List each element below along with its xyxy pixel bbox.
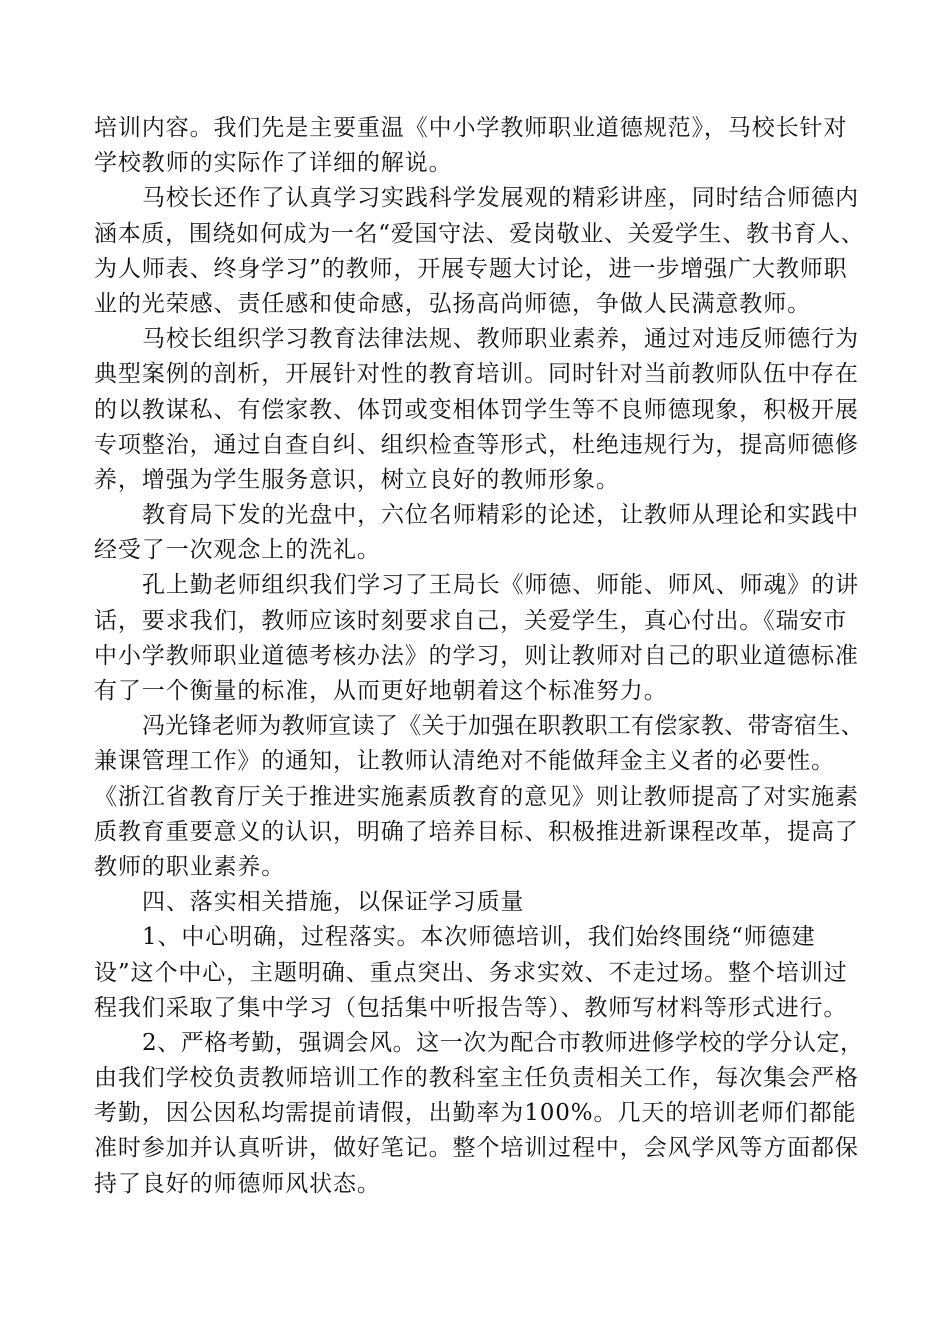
text-line: 质教育重要意义的认识，明确了培养目标、积极推进新课程改革，提高了	[94, 818, 859, 845]
text-line: 准时参加并认真听讲，做好笔记。整个培训过程中，会风学风等方面都保	[94, 1135, 859, 1162]
text-line: 业的光荣感、责任感和使命感，弘扬高尚师德，争做人民满意教师。	[94, 290, 811, 317]
text-line: 马校长组织学习教育法律法规、教师职业素养，通过对违反师德行为	[142, 326, 859, 353]
document-body	[94, 111, 864, 1202]
text-line: 中小学教师职业道德考核办法》的学习，则让教师对自己的职业道德标准	[94, 642, 859, 669]
text-line: 四、落实相关措施，以保证学习质量	[142, 889, 525, 916]
text-line: 培训内容。我们先是主要重温《中小学教师职业道德规范》，马校长针对	[94, 115, 848, 141]
text-line: 专项整治，通过自查自纠、组织检查等形式，杜绝违规行为，提高师德修	[94, 431, 859, 458]
document-page	[94, 111, 864, 1202]
text-line: 孔上勤老师组织我们学习了王局长《师德、师能、师风、师魂》的讲	[142, 572, 859, 599]
text-line: 养，增强为学生服务意识，树立良好的教师形象。	[94, 466, 620, 493]
text-line: 典型案例的剖析，开展针对性的教育培训。同时针对当前教师队伍中存在	[94, 361, 859, 388]
text-line: 持了良好的师德师风状态。	[94, 1170, 381, 1197]
text-line: 涵本质，围绕如何成为一名“爱国守法、爱岗敬业、关爱学生、教书育人、	[94, 220, 865, 247]
text-line: 2、严格考勤，强调会风。这一次为配合市教师进修学校的学分认定，	[142, 1029, 864, 1056]
text-line: 1、中心明确，过程落实。本次师德培训，我们始终围绕“师德建	[142, 924, 816, 951]
text-line: 教育局下发的光盘中，六位名师精彩的论述，让教师从理论和实践中	[142, 502, 859, 529]
text-line: 考勤，因公因私均需提前请假，出勤率为100%。几天的培训老师们都能	[94, 1100, 857, 1127]
text-line: 为人师表、终身学习”的教师，开展专题大讨论，进一步增强广大教师职	[94, 255, 848, 282]
text-line: 马校长还作了认真学习实践科学发展观的精彩讲座，同时结合师德内	[142, 185, 859, 212]
text-line: 经受了一次观念上的洗礼。	[94, 537, 381, 564]
text-line: 有了一个衡量的标准，从而更好地朝着这个标准努力。	[94, 678, 668, 704]
text-line: 教师的职业素养。	[94, 853, 286, 880]
text-line: 的以教谋私、有偿家教、体罚或变相体罚学生等不良师德现象，积极开展	[94, 396, 859, 423]
text-line: 设”这个中心，主题明确、重点突出、务求实效、不走过场。整个培训过	[94, 959, 848, 986]
text-line: 程我们采取了集中学习（包括集中听报告等）、教师写材料等形式进行。	[94, 994, 848, 1021]
text-line: 学校教师的实际作了详细的解说。	[94, 150, 453, 177]
text-line: 冯光锋老师为教师宣读了《关于加强在职教职工有偿家教、带寄宿生、	[142, 713, 864, 740]
text-line: 话，要求我们，教师应该时刻要求自己，关爱学生，真心付出。《瑞安市	[94, 607, 848, 634]
text-line: 由我们学校负责教师培训工作的教科室主任负责相关工作，每次集会严格	[94, 1065, 859, 1092]
text-line: 兼课管理工作》的通知，让教师认清绝对不能做拜金主义者的必要性。	[94, 748, 835, 775]
text-line: 《浙江省教育厅关于推进实施素质教育的意见》则让教师提高了对实施素	[94, 783, 859, 810]
